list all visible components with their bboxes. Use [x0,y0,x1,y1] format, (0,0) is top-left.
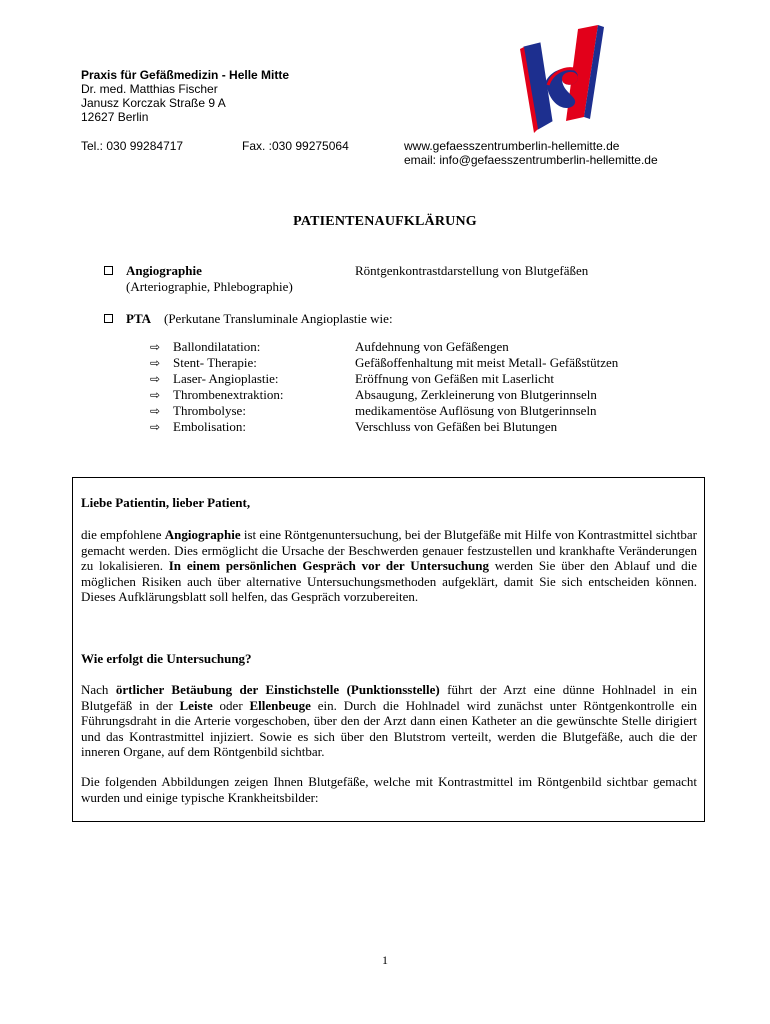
document-title: PATIENTENAUFKLÄRUNG [293,214,477,229]
arrow-right-icon: ⇨ [150,420,161,434]
text: ist eine Röntgenuntersuchung, bei der Blutgefäße mit Hilfe von Kontrastmittel sichtbar gemacht werden. Dies ermöglicht die Ursache der Beschwerden genauer festzustellen und krankhafte Veränderungen zu lokalisieren. [81,527,698,573]
intro-paragraph [81,527,697,605]
arrow-right-icon: ⇨ [150,404,161,418]
greeting: Liebe Patientin, lieber Patient, [81,495,251,510]
practice-address [81,68,289,124]
text-bold: Ellenbeuge [249,697,311,713]
arrow-right-icon: ⇨ [150,356,161,370]
text: ein. Durch die Hohlnadel wird zunächst unter Röntgenkontrolle ein Führungsdraht in die Arterie vorgeschoben, über den der Arzt dann einen Katheter an die gewünschte Stelle dirigiert und das Kontrastmittel injiziert. Sowie es sich über den Blutstrom verteilt, werden die Blutgefäße, auch die der inneren Organe, auf dem Röntgenbild sichtbar. [81,697,697,759]
arrow-right-icon: ⇨ [150,340,161,354]
text-bold: In einem persönlichen Gespräch vor der Untersuchung [168,558,489,573]
text: werden Sie über den Ablauf und die möglichen Risiken auch über alternative Untersuchungsmethoden aufgeklärt, damit Sie sich entscheiden können. Dieses Aufklärungsblatt soll helfen, das Gespräch vorzubereiten. [81,558,697,604]
subitem-name: Thrombolyse: [173,403,246,418]
subitem-desc: Absaugung, Zerkleinerung von Blutgerinnseln [355,387,597,402]
website-link[interactable]: www.gefaesszentrumberlin-hellemitte.de [404,139,620,153]
subitem-name: Stent- Therapie: [173,355,257,370]
section-heading: Wie erfolgt die Untersuchung? [81,651,252,666]
subitem-desc: Verschluss von Gefäßen bei Blutungen [355,419,558,434]
checkbox-pta[interactable] [104,314,113,323]
angiographie-sub: (Arteriographie, Phlebographie) [126,279,293,294]
subitem-name: Laser- Angioplastie: [173,371,279,386]
arrow-right-icon: ⇨ [150,372,161,386]
figures-paragraph: Die folgenden Abbildungen zeigen Ihnen Blutgefäße, welche mit Kontrastmittel im Röntgenbild sichtbar gemacht wurden und einige typische Krankheitsbilder: [81,774,697,805]
subitem-name: Embolisation: [173,419,246,434]
telephone: Tel.: 030 99284717 [81,139,184,153]
text: oder [212,697,250,713]
street-address: Janusz Korczak Straße 9 A [81,96,226,110]
subitem-desc: Eröffnung von Gefäßen mit Laserlicht [355,371,555,386]
text: Nach [81,682,116,697]
text-bold: Angiographie [164,527,241,542]
subitem-desc: Gefäßoffenhaltung mit meist Metall- Gefäßstützen [355,355,619,370]
city-address: 12627 Berlin [81,110,149,124]
text-bold: Leiste [179,697,213,713]
email-link[interactable]: email: info@gefaesszentrumberlin-hellemitte.de [404,153,658,167]
procedure-paragraph [81,682,697,760]
arrow-right-icon: ⇨ [150,388,161,402]
angiographie-desc: Röntgenkontrastdarstellung von Blutgefäßen [355,263,589,278]
practice-name: Praxis für Gefäßmedizin - Helle Mitte [81,68,290,82]
text: die empfohlene [81,527,165,542]
text: führt der Arzt eine dünne Hohlnadel in ein Blutgefäß in der [81,682,697,713]
pta-label: PTA [126,311,152,326]
text-bold: örtlicher Betäubung der Einstichstelle (Punktionsstelle) [115,682,440,697]
doctor-name: Dr. med. Matthias Fischer [81,82,218,96]
subitem-desc: Aufdehnung von Gefäßengen [355,339,509,354]
pta-desc: (Perkutane Transluminale Angioplastie wie: [164,311,393,326]
fax: Fax. :030 99275064 [242,139,349,153]
checkbox-angiographie[interactable] [104,266,113,275]
subitem-name: Thrombenextraktion: [173,387,284,402]
page-number: 1 [382,953,388,967]
angiographie-label: Angiographie [126,263,202,278]
subitem-desc: medikamentöse Auflösung von Blutgerinnseln [355,403,597,418]
practice-logo [518,25,610,135]
subitem-name: Ballondilatation: [173,339,261,354]
